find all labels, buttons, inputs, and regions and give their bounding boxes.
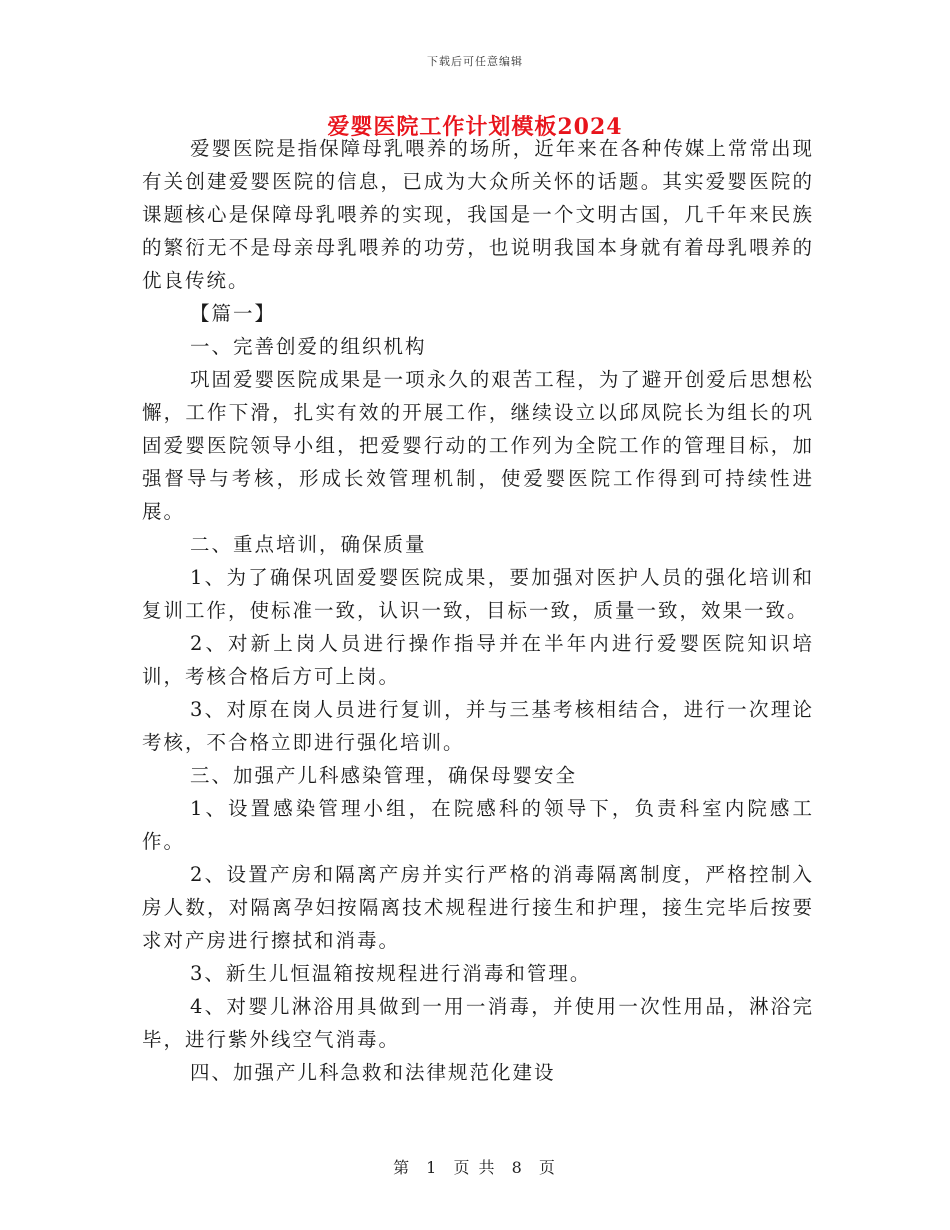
body-paragraph: 巩固爱婴医院成果是一项永久的艰苦工程，为了避开创爱后思想松懈，工作下滑，扎实有效的开展工作，继续设立以邱凤院长为组长的巩固爱婴医院领导小组，把爱婴行动的工作列为全院工作的管理目标，加强督导与考核，形成长效管理机制，使爱婴医院工作得到可持续性进展。 <box>142 368 814 523</box>
intro-paragraph: 爱婴医院是指保障母乳喂养的场所，近年来在各种传媒上常常出现有关创建爱婴医院的信息，已成为大众所关怀的话题。其实爱婴医院的课题核心是保障母乳喂养的实现，我国是一个文明古国，几千年来民族的繁衍无不是母亲母乳喂养的功劳，也说明我国本身就有着母乳喂养的优良传统。 <box>142 137 814 292</box>
current-page-number: 1 <box>426 1158 439 1177</box>
document-title: 爱婴医院工作计划模板2024 <box>327 114 623 140</box>
list-item: 4、对婴儿淋浴用具做到一用一消毒，并使用一次性用品，淋浴完毕，进行紫外线空气消毒。 <box>142 995 814 1051</box>
document-body <box>142 132 814 1089</box>
footer-prefix: 第 <box>393 1158 412 1177</box>
section-label: 【篇一】 <box>190 302 277 325</box>
total-page-count: 8 <box>511 1158 524 1177</box>
list-item: 1、设置感染管理小组，在院感科的领导下，负责科室内院感工作。 <box>142 797 814 853</box>
section-heading-4: 四、加强产儿科急救和法律规范化建设 <box>190 1061 556 1084</box>
footer-middle: 页 共 <box>453 1158 497 1177</box>
footer-suffix: 页 <box>538 1158 557 1177</box>
section-heading-3: 三、加强产儿科感染管理，确保母婴安全 <box>190 764 578 787</box>
list-item: 3、对原在岗人员进行复训，并与三基考核相结合，进行一次理论考核，不合格立即进行强化培训。 <box>142 698 814 754</box>
list-item: 2、设置产房和隔离产房并实行严格的消毒隔离制度，严格控制入房人数，对隔离孕妇按隔离技术规程进行接生和护理，接生完毕后按要求对产房进行擦拭和消毒。 <box>142 863 814 952</box>
list-item: 1、为了确保巩固爱婴医院成果，要加强对医护人员的强化培训和复训工作，使标准一致，认识一致，目标一致，质量一致，效果一致。 <box>142 566 814 622</box>
list-item: 2、对新上岗人员进行操作指导并在半年内进行爱婴医院知识培训，考核合格后方可上岗。 <box>142 632 814 688</box>
section-heading-1: 一、完善创爱的组织机构 <box>190 335 427 358</box>
page-footer <box>0 1155 950 1178</box>
list-item: 3、新生儿恒温箱按规程进行消毒和管理。 <box>190 962 592 985</box>
section-heading-2: 二、重点培训，确保质量 <box>190 533 427 556</box>
header-note: 下载后可任意编辑 <box>427 55 523 68</box>
